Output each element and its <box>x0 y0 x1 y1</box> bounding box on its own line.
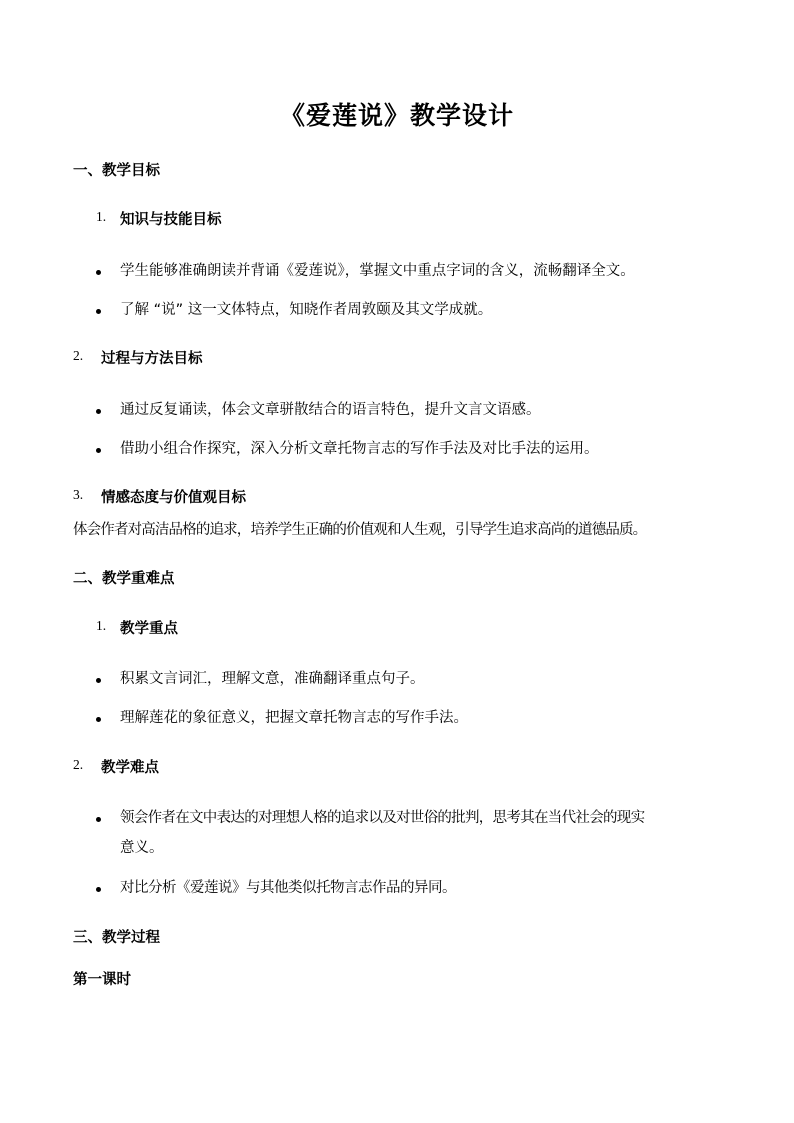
lesson-heading: 第一课时 <box>73 972 131 988</box>
bullet-icon <box>96 309 101 314</box>
subsection-title-values: 情感态度与价值观目标 <box>101 490 246 506</box>
subsection-title-process-methods: 过程与方法目标 <box>101 351 203 367</box>
list-item: 借助小组合作探究，深入分析文章托物言志的写作手法及对比手法的运用。 <box>120 441 599 457</box>
list-item: 通过反复诵读，体会文章骈散结合的语言特色，提升文言文语感。 <box>120 402 541 418</box>
subsection-number: 1. <box>96 618 107 633</box>
values-paragraph: 体会作者对高洁品格的追求，培养学生正确的价值观和人生观，引导学生追求高尚的道德品质。 <box>73 522 647 538</box>
list-item-continuation: 意义。 <box>120 840 164 856</box>
list-item: 积累文言词汇，理解文意，准确翻译重点句子。 <box>120 671 425 687</box>
list-item: 领会作者在文中表达的对理想人格的追求以及对世俗的批判，思考其在当代社会的现实 <box>120 810 645 826</box>
list-item: 理解莲花的象征意义，把握文章托物言志的写作手法。 <box>120 710 468 726</box>
subsection-number: 2. <box>73 757 84 772</box>
document-title: 《爱莲说》教学设计 <box>279 101 514 130</box>
list-item: 学生能够准确朗读并背诵《爱莲说》，掌握文中重点字词的含义，流畅翻译全文。 <box>120 263 635 279</box>
subsection-number: 3. <box>73 487 84 502</box>
subsection-title-key-points: 教学重点 <box>120 621 178 637</box>
list-item: 了解 “说” 这一文体特点，知晓作者周敦颐及其文学成就。 <box>120 302 493 318</box>
bullet-icon <box>96 817 101 822</box>
bullet-icon <box>96 448 101 453</box>
bullet-icon <box>96 678 101 683</box>
subsection-number: 1. <box>96 209 107 224</box>
subsection-title-knowledge-skills: 知识与技能目标 <box>120 212 222 228</box>
section-heading-key-points: 二、教学重难点 <box>73 571 175 587</box>
bullet-icon <box>96 409 101 414</box>
subsection-title-difficulties: 教学难点 <box>101 760 159 776</box>
list-item: 对比分析《爱莲说》与其他类似托物言志作品的异同。 <box>120 880 456 896</box>
section-heading-objectives: 一、教学目标 <box>73 163 160 179</box>
bullet-icon <box>96 887 101 892</box>
subsection-number: 2. <box>73 348 84 363</box>
bullet-icon <box>96 270 101 275</box>
bullet-icon <box>96 717 101 722</box>
section-heading-teaching-process: 三、教学过程 <box>73 930 160 946</box>
